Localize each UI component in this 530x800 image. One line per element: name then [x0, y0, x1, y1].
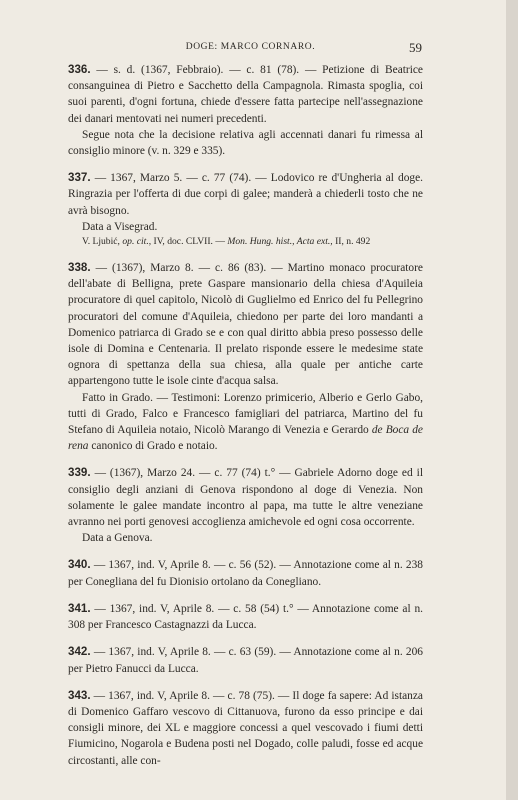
paragraph-text: Fatto in Grado. — Testimoni: Lorenzo primicerio, Alberio e Gerlo Gabo, tutti di Grado, Falco e Francesco famigliari del patriarca, Martino del fu Stefano di Aquileia notaio, Nicolò Marango di Venezia e Gerardo — [68, 391, 423, 437]
entry-body: — (1367), Marzo 8. — c. 86 (83). — Martino monaco procuratore dell'abate di Belligna, prete Gaspare mansionario della chiesa d'Aquileia procuratore di quel capitolo, Nicolò di Guglielmo ed Enrico del fu Pellegrino procuratori del comune d'Aquileia, chiedono per parte dei loro mandanti a Domenico patriarca di Grado se e con qual diritto abbia preso possesso delle isole di Domina e Centenaria. Il prelato risponde essere le medesime state ognora di spettanza della sua chiesa, alla quale per antiche carte appartengono tutte le isole cinte d'acqua salsa. — [68, 262, 423, 388]
source-reference — [68, 235, 423, 249]
source-detail: IV, doc. CLVII. — — [153, 236, 225, 248]
entry-339 — [68, 465, 423, 546]
entry-341 — [68, 601, 423, 633]
entry-text — [68, 557, 423, 589]
entry-paragraph: Segue nota che la decisione relativa agli accennati danari fu rimessa al consiglio minore (v. n. 329 e 335). — [68, 128, 423, 158]
entry-paragraph: Data a Visegrad. — [82, 220, 158, 233]
entry-337 — [68, 170, 423, 249]
entry-text — [68, 601, 423, 633]
source-author: V. Ljubić, — [82, 236, 120, 248]
entry-paragraph: Data a Genova. — [82, 532, 153, 545]
entry-number: 336. — [68, 63, 91, 76]
entry-body: — (1367), Marzo 24. — c. 77 (74) t.° — Gabriele Adorno doge ed il consiglio degli anziani di Genova rispondono al doge di Venezia. Non solamente le galee mandate incontro al papa, ma tutte le altre veneziane avranno nei porti genovesi accoglienza amichevole ed ogni cosa occorrente. — [68, 467, 423, 529]
entry-342 — [68, 644, 423, 676]
entry-number: 337. — [68, 171, 91, 185]
entry-text — [68, 688, 423, 769]
entry-number: 341. — [68, 601, 91, 615]
entry-336 — [68, 62, 423, 159]
entry-number: 343. — [68, 688, 91, 702]
italic-phrase: de Boca de rena — [68, 424, 423, 453]
entry-text — [68, 260, 423, 390]
entry-paragraph — [68, 390, 423, 455]
entry-body: — 1367, Marzo 5. — c. 77 (74). — Lodovico re d'Ungheria al doge. Ringrazia per l'offerta di due corpi di galee; manderà a chiederli tosto che ne avrà bisogno. — [68, 172, 423, 217]
source-number: II, n. 492 — [335, 236, 371, 248]
page-number: 59 — [409, 40, 422, 55]
entry-body: — 1367, ind. V, Aprile 8. — c. 63 (59). — Annotazione come al n. 206 per Pietro Fanucci da Lucca. — [68, 646, 423, 675]
entry-body: — s. d. (1367, Febbraio). — c. 81 (78). — Petizione di Beatrice consanguinea di Pietro e Sacchetto della Campagnola. Rimasta spoglia, coi suoi parenti, d'ogni fortuna, chiede d'essere fatta partecipe nell'assegnazione dei danari mentovati nei numeri precedenti. — [68, 64, 423, 125]
entry-number: 338. — [68, 261, 91, 275]
paragraph-text: canonico di Grado e notaio. — [91, 440, 218, 453]
entry-number: 340. — [68, 558, 91, 572]
source-work-1: op. cit., — [122, 236, 152, 248]
entry-number: 339. — [68, 466, 91, 480]
entry-text — [68, 62, 423, 127]
source-work-2: Mon. Hung. hist., Acta ext., — [227, 236, 333, 248]
running-title: DOGE: MARCO CORNARO. — [185, 42, 316, 52]
entry-body: — 1367, ind. V, Aprile 8. — c. 56 (52). — Annotazione come al n. 238 per Conegliana del fu Dionisio ortolano da Conegliano. — [68, 559, 423, 588]
entry-text — [68, 465, 423, 530]
page-content — [68, 62, 423, 780]
entry-text — [68, 644, 423, 676]
entry-body: — 1367, ind. V, Aprile 8. — c. 58 (54) t.° — Annotazione come al n. 308 per Francesco Castagnazzi da Lucca. — [68, 602, 423, 632]
entry-text — [68, 170, 423, 219]
entry-body: — 1367, ind. V, Aprile 8. — c. 78 (75). — Il doge fa sapere: Ad istanza di Domenico Gaffaro vescovo di Cittanuova, furono da esso principe e dai consigli minore, dei XL e maggiore concessi a quel vescovado i fiumi detti Fiumicino, Nogarola e Budena posti nel Dogado, colle paludi, fosse ed acque circostanti, alle con- — [68, 689, 423, 767]
entry-338 — [68, 260, 423, 454]
page-edge — [506, 0, 518, 800]
entry-number: 342. — [68, 645, 91, 659]
entry-343 — [68, 688, 423, 769]
entry-340 — [68, 557, 423, 589]
